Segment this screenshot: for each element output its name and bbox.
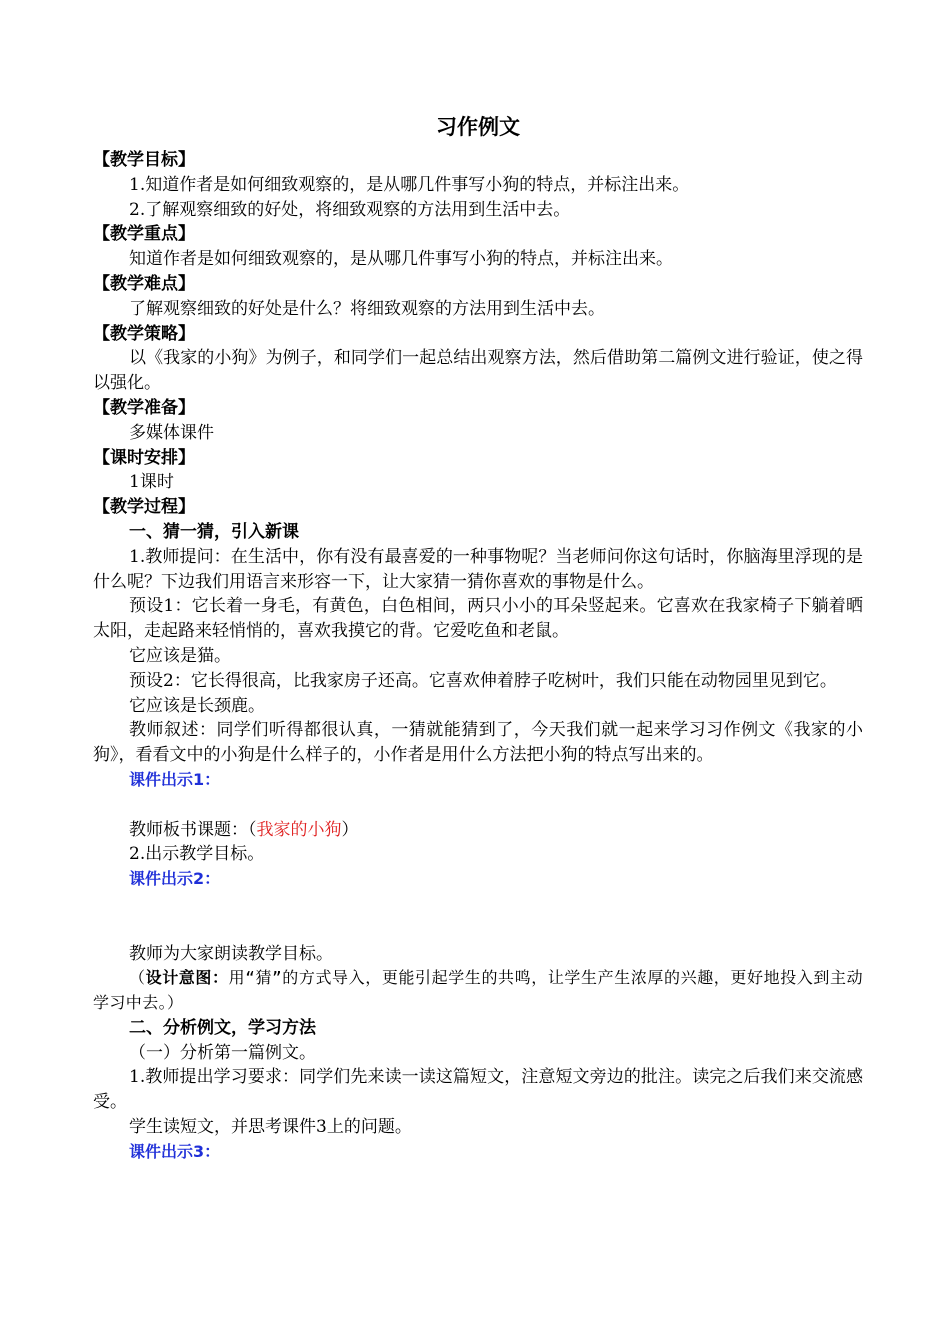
process-part1-title: 一、猜一猜，引入新课 xyxy=(129,521,299,542)
process-paragraph-1: 1.教师提问：在生活中，你有没有最喜爱的一种事物呢？当老师问你这句话时，你脑海里浮现的是什么呢？下边我们用语言来形容一下，让大家猜一猜你喜欢的事物是什么。 xyxy=(93,546,863,592)
preset-1: 预设1：它长着一身毛，有黄色，白色相间，两只小小的耳朵竖起来。它喜欢在我家椅子下躺着晒太阳，走起路来轻悄悄的，喜欢我摸它的背。它爱吃鱼和老鼠。 xyxy=(93,596,863,642)
answer-1: 它应该是猫。 xyxy=(129,645,231,666)
board-title-line xyxy=(93,818,863,843)
heading-preparation: 【教学准备】 xyxy=(93,397,195,418)
answer-2: 它应该是长颈鹿。 xyxy=(129,695,265,716)
document-title: 习作例文 xyxy=(436,115,520,139)
process-part2-title: 二、分析例文，学习方法 xyxy=(129,1017,316,1038)
preparation-text: 多媒体课件 xyxy=(129,422,214,443)
heading-goals: 【教学目标】 xyxy=(93,150,195,170)
teacher-narration: 教师叙述：同学们听得都很认真，一猜就能猜到了，今天我们就一起来学习习作例文《我家的小狗》，看看文中的小狗是什么样子的，小作者是用什么方法把小狗的特点写出来的。 xyxy=(93,720,863,766)
design-text: 用“猜”的方式导入，更能引起学生的共鸣，让学生产生浓厚的兴趣，更好地投入到主动学习中去。） xyxy=(93,968,863,1013)
process-paragraph-2: 2.出示教学目标。 xyxy=(129,844,265,865)
courseware-1-placeholder xyxy=(93,793,863,818)
design-label: 设计意图： xyxy=(145,968,229,988)
difficulties-text: 了解观察细致的好处是什么？将细致观察的方法用到生活中去。 xyxy=(129,298,605,319)
courseware-label-2: 课件出示2： xyxy=(129,869,221,889)
process-paragraph-4: 学生读短文，并思考课件3上的问题。 xyxy=(129,1117,412,1138)
board-prefix: 教师板书课题：（ xyxy=(129,819,257,840)
courseware-2-placeholder xyxy=(93,892,863,942)
heading-key-points: 【教学重点】 xyxy=(93,224,195,245)
design-intent xyxy=(93,966,863,1016)
goal-item-1: 1.知道作者是如何细致观察的，是从哪几件事写小狗的特点，并标注出来。 xyxy=(129,174,690,195)
schedule-text: 1课时 xyxy=(129,472,174,493)
board-title: 我家的小狗 xyxy=(256,819,342,840)
process-part2-sub: （一）分析第一篇例文。 xyxy=(129,1042,316,1063)
strategy-text: 以《我家的小狗》为例子，和同学们一起总结出观察方法，然后借助第二篇例文进行验证，使之得以强化。 xyxy=(93,348,863,394)
key-points-text: 知道作者是如何细致观察的，是从哪几件事写小狗的特点，并标注出来。 xyxy=(129,249,673,270)
courseware-label-3: 课件出示3： xyxy=(129,1141,221,1161)
heading-strategy: 【教学策略】 xyxy=(93,323,195,344)
preset-2: 预设2：它长得很高，比我家房子还高。它喜欢伸着脖子吃树叶，我们只能在动物园里见到它。 xyxy=(129,670,837,691)
heading-schedule: 【课时安排】 xyxy=(93,447,195,468)
courseware-label-1: 课件出示1： xyxy=(129,769,221,789)
heading-process: 【教学过程】 xyxy=(93,497,195,518)
board-suffix: ） xyxy=(341,819,359,840)
design-open: （ xyxy=(129,968,146,988)
heading-difficulties: 【教学难点】 xyxy=(93,273,195,294)
goal-item-2: 2.了解观察细致的好处，将细致观察的方法用到生活中去。 xyxy=(129,199,571,220)
read-goals: 教师为大家朗读教学目标。 xyxy=(129,943,333,964)
document-page xyxy=(93,112,863,1165)
process-paragraph-3: 1.教师提出学习要求：同学们先来读一读这篇短文，注意短文旁边的批注。读完之后我们来交流感受。 xyxy=(93,1067,863,1113)
